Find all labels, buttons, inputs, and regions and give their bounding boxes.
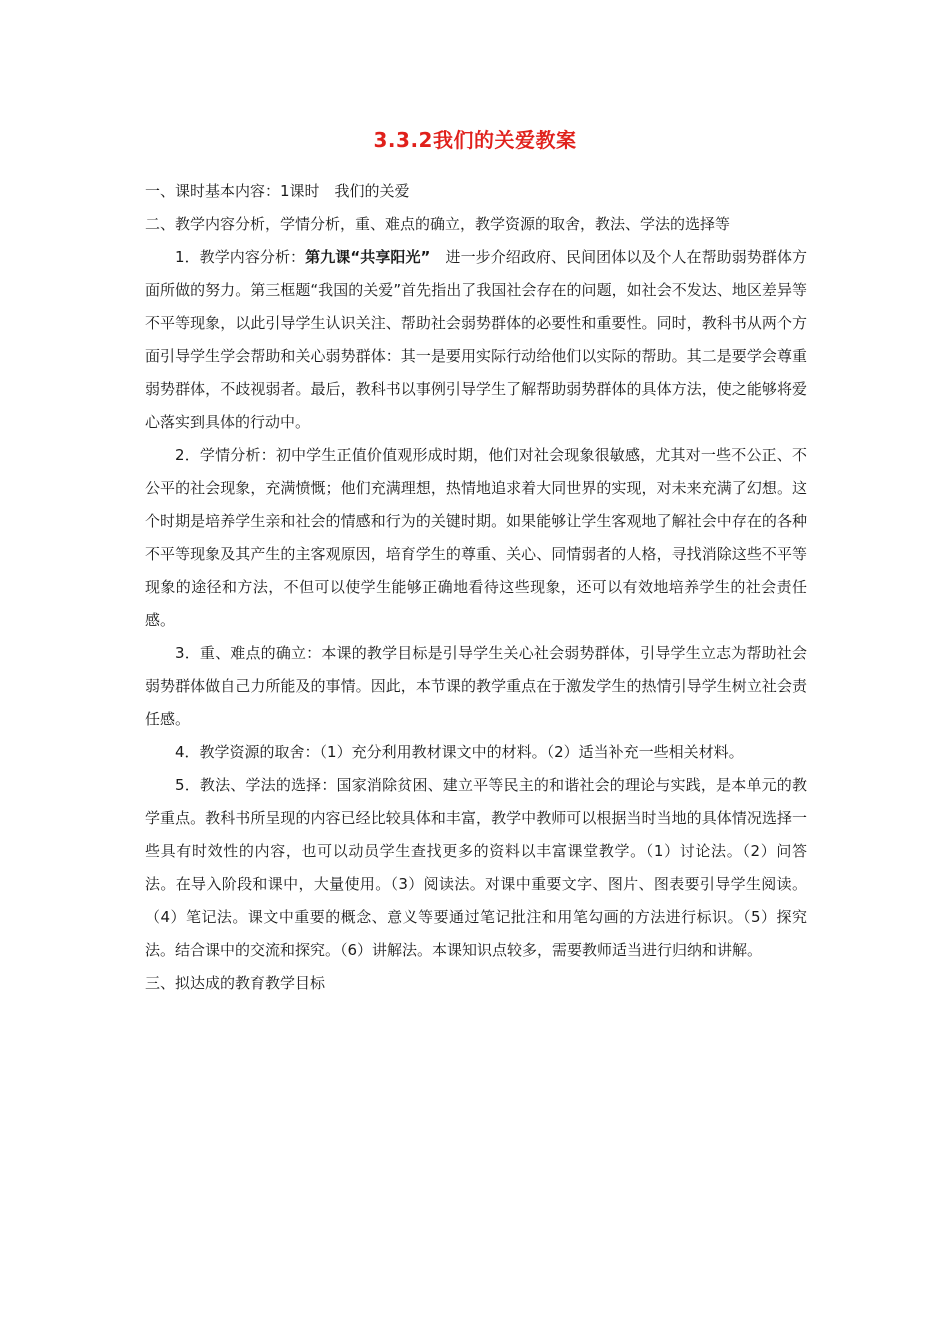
section-heading-1: 一、课时基本内容：1课时 我们的关爱 (145, 182, 410, 200)
paragraph-teaching-methods: 5．教法、学法的选择：国家消除贫困、建立平等民主的和谐社会的理论与实践，是本单元的教学重点。教科书所呈现的内容已经比较具体和丰富，教学中教师可以根据当时当地的具体情况选择一些具有时效性的内容，也可以动员学生查找更多的资料以丰富课堂教学。（1）讨论法。（2）问答法。在导入阶段和课中，大量使用。（3）阅读法。对课中重要文字、图片、图表要引导学生阅读。（4）笔记法。课文中重要的概念、意义等要通过笔记批注和用笔勾画的方法进行标识。（5）探究法。结合课中的交流和探究。（6）讲解法。本课知识点较多，需要教师适当进行归纳和讲解。 (145, 776, 807, 959)
section-heading-2: 二、教学内容分析，学情分析，重、难点的确立，教学资源的取舍，教法、学法的选择等 (145, 215, 731, 233)
paragraph-1-text: 进一步介绍政府、民间团体以及个人在帮助弱势群体方面所做的努力。第三框题“我国的关爱”首先指出了我国社会存在的问题，如社会不发达、地区差异等不平等现象，以此引导学生认识关注、帮助社会弱势群体的必要性和重要性。同时，教科书从两个方面引导学生学会帮助和关心弱势群体：其一是要用实际行动给他们以实际的帮助。其二是要学会尊重弱势群体，不歧视弱者。最后，教科书以事例引导学生了解帮助弱势群体的具体方法，使之能够将爱心落实到具体的行动中。 (145, 248, 808, 431)
document-body (145, 175, 807, 1000)
paragraph-student-analysis: 2．学情分析：初中学生正值价值观形成时期，他们对社会现象很敏感，尤其对一些不公正、不公平的社会现象，充满愤慨；他们充满理想，热情地追求着大同世界的实现，对未来充满了幻想。这个时期是培养学生亲和社会的情感和行为的关键时期。如果能够让学生客观地了解社会中存在的各种不平等现象及其产生的主客观原因，培育学生的尊重、关心、同情弱者的人格，寻找消除这些不平等现象的途径和方法，不但可以使学生能够正确地看待这些现象，还可以有效地培养学生的社会责任感。 (145, 446, 807, 629)
lesson-name: 第九课“共享阳光” (305, 248, 431, 266)
paragraph-key-points: 3．重、难点的确立：本课的教学目标是引导学生关心社会弱势群体，引导学生立志为帮助社会弱势群体做自己力所能及的事情。因此，本节课的教学重点在于激发学生的热情引导学生树立社会责任感。 (145, 644, 807, 728)
paragraph-teaching-resources: 4．教学资源的取舍：（1）充分利用教材课文中的材料。（2）适当补充一些相关材料。 (175, 743, 744, 761)
paragraph-content-analysis (145, 241, 807, 439)
paragraph-1-prefix: 1．教学内容分析： (175, 248, 306, 266)
document-title: 3.3.2我们的关爱教案 (373, 128, 577, 152)
section-heading-3: 三、拟达成的教育教学目标 (145, 974, 326, 992)
